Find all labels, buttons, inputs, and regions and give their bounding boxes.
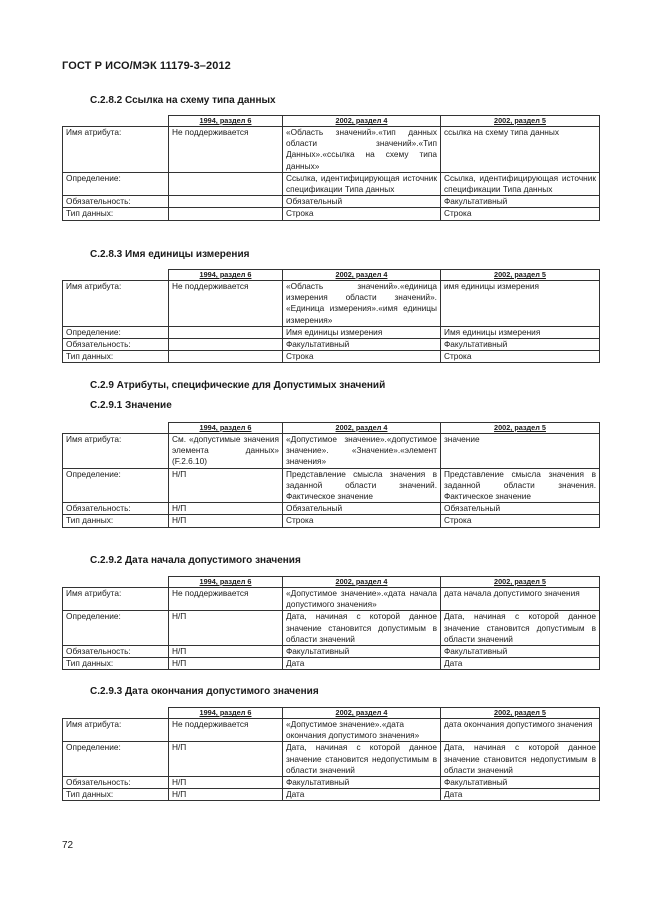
table-row	[63, 719, 600, 742]
cell-2002-4: Дата	[283, 789, 441, 801]
cell-2002-5: дата окончания допустимого значения	[441, 719, 600, 742]
section-heading: С.2.9.2 Дата начала допустимого значения	[90, 555, 301, 566]
document-header: ГОСТ Р ИСО/МЭК 11179-3–2012	[62, 60, 231, 72]
table-row	[63, 588, 600, 611]
table-header-row	[63, 423, 600, 434]
table-row	[63, 611, 600, 646]
table-row	[63, 339, 600, 351]
section-heading: С.2.9.3 Дата окончания допустимого значения	[90, 686, 319, 697]
cell-2002-5: Строка	[441, 208, 600, 220]
cell-1994: Н/П	[169, 777, 283, 789]
table-row	[63, 434, 600, 469]
cell-1994	[169, 326, 283, 338]
cell-2002-4: Строка	[283, 351, 441, 363]
row-label: Обязательность:	[63, 777, 169, 789]
cell-2002-5: Факультативный	[441, 196, 600, 208]
cell-2002-5: Факультативный	[441, 646, 600, 658]
cell-2002-5: Дата, начиная с которой данное значение становится допустимым в области значений	[441, 611, 600, 646]
header-cell-2002-5: 2002, раздел 5	[441, 708, 600, 719]
cell-2002-4: Представление смысла значения в заданной области значений. Фактическое значение	[283, 468, 441, 503]
row-label: Тип данных:	[63, 789, 169, 801]
attribute-table	[62, 269, 600, 363]
cell-2002-4: Ссылка, идентифицирующая источник спецификации Типа данных	[283, 172, 441, 195]
cell-2002-4: Строка	[283, 208, 441, 220]
table-row	[63, 196, 600, 208]
cell-2002-4: Строка	[283, 515, 441, 527]
cell-2002-4: Дата	[283, 658, 441, 670]
attribute-table	[62, 115, 600, 221]
row-label: Имя атрибута:	[63, 719, 169, 742]
cell-1994	[169, 196, 283, 208]
header-cell-2002-5: 2002, раздел 5	[441, 423, 600, 434]
cell-2002-4: «Допустимое значение».«дата начала допустимого значения»	[283, 588, 441, 611]
cell-2002-4: Дата, начиная с которой данное значение становится допустимым в области значений	[283, 611, 441, 646]
table-row	[63, 515, 600, 527]
table-header-row	[63, 577, 600, 588]
cell-1994: Не поддерживается	[169, 127, 283, 173]
cell-2002-4: Дата, начиная с которой данное значение становится недопустимым в области значений	[283, 742, 441, 777]
cell-2002-5: имя единицы измерения	[441, 281, 600, 327]
header-cell-1994: 1994, раздел 6	[169, 708, 283, 719]
cell-2002-5: Строка	[441, 515, 600, 527]
table-row	[63, 127, 600, 173]
header-cell-2002-4: 2002, раздел 4	[283, 708, 441, 719]
header-cell-2002-4: 2002, раздел 4	[283, 270, 441, 281]
cell-1994	[169, 339, 283, 351]
header-cell-2002-5: 2002, раздел 5	[441, 116, 600, 127]
row-label: Обязательность:	[63, 503, 169, 515]
cell-2002-5: Обязательный	[441, 503, 600, 515]
row-label: Имя атрибута:	[63, 281, 169, 327]
row-label: Имя атрибута:	[63, 127, 169, 173]
row-label: Обязательность:	[63, 646, 169, 658]
header-cell-blank	[63, 116, 169, 127]
table-row	[63, 172, 600, 195]
cell-1994: Н/П	[169, 646, 283, 658]
table-row	[63, 742, 600, 777]
cell-1994: Н/П	[169, 468, 283, 503]
cell-2002-4: Имя единицы измерения	[283, 326, 441, 338]
section-heading: С.2.8.2 Ссылка на схему типа данных	[90, 95, 276, 106]
cell-2002-5: Ссылка, идентифицирующая источник спецификации Типа данных	[441, 172, 600, 195]
cell-1994: Н/П	[169, 742, 283, 777]
header-cell-blank	[63, 708, 169, 719]
page-number: 72	[62, 840, 74, 851]
cell-2002-5: значение	[441, 434, 600, 469]
row-label: Обязательность:	[63, 196, 169, 208]
attribute-table	[62, 576, 600, 670]
row-label: Тип данных:	[63, 351, 169, 363]
cell-2002-4: Обязательный	[283, 503, 441, 515]
cell-1994: Н/П	[169, 658, 283, 670]
cell-2002-4: «Область значений».«тип данных области значений».«Тип Данных».«ссылка на схему типа данных»	[283, 127, 441, 173]
table-row	[63, 326, 600, 338]
table-row	[63, 208, 600, 220]
table-row	[63, 351, 600, 363]
section-heading: С.2.8.3 Имя единицы измерения	[90, 249, 250, 260]
cell-1994: Не поддерживается	[169, 719, 283, 742]
cell-2002-5: Дата	[441, 658, 600, 670]
header-cell-blank	[63, 270, 169, 281]
section-heading: С.2.9.1 Значение	[90, 400, 172, 411]
cell-1994: Н/П	[169, 515, 283, 527]
row-label: Определение:	[63, 172, 169, 195]
table-header-row	[63, 270, 600, 281]
header-cell-blank	[63, 423, 169, 434]
cell-1994: Не поддерживается	[169, 281, 283, 327]
table-row	[63, 503, 600, 515]
cell-2002-4: «Допустимое значение».«дата окончания допустимого значения»	[283, 719, 441, 742]
header-cell-2002-5: 2002, раздел 5	[441, 577, 600, 588]
cell-2002-4: Обязательный	[283, 196, 441, 208]
header-cell-2002-4: 2002, раздел 4	[283, 116, 441, 127]
cell-1994: Н/П	[169, 503, 283, 515]
cell-2002-4: Факультативный	[283, 646, 441, 658]
cell-2002-5: ссылка на схему типа данных	[441, 127, 600, 173]
cell-1994: См. «допустимые значения элемента данных» (F.2.6.10)	[169, 434, 283, 469]
row-label: Тип данных:	[63, 208, 169, 220]
cell-2002-5: Имя единицы измерения	[441, 326, 600, 338]
row-label: Обязательность:	[63, 339, 169, 351]
cell-2002-4: «Допустимое значение».«допустимое значение». «Значение».«элемент значения»	[283, 434, 441, 469]
cell-1994	[169, 172, 283, 195]
cell-1994	[169, 351, 283, 363]
row-label: Определение:	[63, 611, 169, 646]
table-row	[63, 281, 600, 327]
cell-2002-4: Факультативный	[283, 777, 441, 789]
header-cell-blank	[63, 577, 169, 588]
attribute-table	[62, 422, 600, 528]
row-label: Определение:	[63, 326, 169, 338]
header-cell-2002-5: 2002, раздел 5	[441, 270, 600, 281]
table-row	[63, 777, 600, 789]
cell-1994	[169, 208, 283, 220]
row-label: Тип данных:	[63, 515, 169, 527]
cell-2002-5: Факультативный	[441, 339, 600, 351]
cell-2002-5: Факультативный	[441, 777, 600, 789]
row-label: Имя атрибута:	[63, 588, 169, 611]
row-label: Определение:	[63, 468, 169, 503]
header-cell-1994: 1994, раздел 6	[169, 577, 283, 588]
section-heading: С.2.9 Атрибуты, специфические для Допустимых значений	[90, 380, 386, 391]
header-cell-1994: 1994, раздел 6	[169, 270, 283, 281]
header-cell-1994: 1994, раздел 6	[169, 423, 283, 434]
header-cell-2002-4: 2002, раздел 4	[283, 423, 441, 434]
cell-2002-5: Дата, начиная с которой данное значение становится недопустимым в области значений	[441, 742, 600, 777]
table-row	[63, 658, 600, 670]
cell-2002-5: дата начала допустимого значения	[441, 588, 600, 611]
cell-1994: Не поддерживается	[169, 588, 283, 611]
header-cell-2002-4: 2002, раздел 4	[283, 577, 441, 588]
table-row	[63, 789, 600, 801]
row-label: Определение:	[63, 742, 169, 777]
table-header-row	[63, 708, 600, 719]
cell-2002-4: «Область значений».«единица измерения области значений». «Единица измерения».«имя единицы измерения»	[283, 281, 441, 327]
header-cell-1994: 1994, раздел 6	[169, 116, 283, 127]
row-label: Тип данных:	[63, 658, 169, 670]
attribute-table	[62, 707, 600, 801]
cell-2002-5: Строка	[441, 351, 600, 363]
table-row	[63, 468, 600, 503]
cell-2002-5: Представление смысла значения в заданной области значения. Фактическое значение	[441, 468, 600, 503]
cell-2002-5: Дата	[441, 789, 600, 801]
table-row	[63, 646, 600, 658]
table-header-row	[63, 116, 600, 127]
cell-2002-4: Факультативный	[283, 339, 441, 351]
cell-1994: Н/П	[169, 611, 283, 646]
cell-1994: Н/П	[169, 789, 283, 801]
row-label: Имя атрибута:	[63, 434, 169, 469]
